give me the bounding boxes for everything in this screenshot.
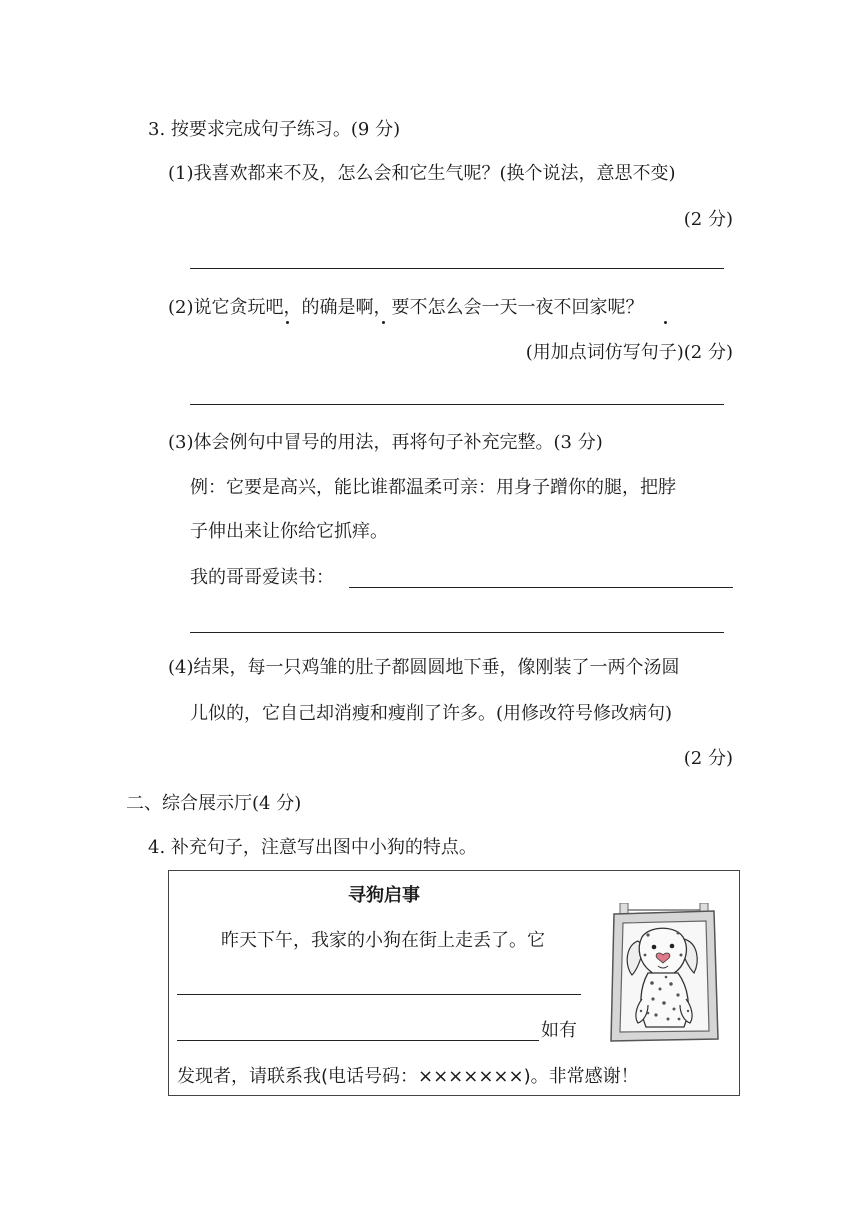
answer-line-part-2[interactable] (190, 404, 724, 405)
notice-contact-line: 发现者，请联系我(电话号码：×××××××)。非常感谢！ (177, 1066, 639, 1087)
notice-answer-line-1[interactable] (177, 994, 581, 995)
emphasis-dot-1 (286, 321, 289, 324)
question-3-part-2-text: (2)说它贪玩吧，的确是啊，要不怎么会一天一夜不回家呢？ (168, 297, 644, 318)
example-sentence-line-1: 例：它要是高兴，能比谁都温柔可亲：用身子蹭你的腿，把脖 (190, 477, 676, 498)
question-3-part-2-instruction: (用加点词仿写句子)(2 分) (525, 342, 733, 363)
answer-line-part-1[interactable] (190, 268, 724, 269)
dog-picture (608, 903, 720, 1043)
notice-title: 寻狗启事 (348, 885, 420, 906)
emphasis-dot-2 (382, 321, 385, 324)
question-3-part-1-text: (1)我喜欢都来不及，怎么会和它生气呢？(换个说法，意思不变) (168, 163, 676, 184)
section-2-heading: 二、综合展示厅(4 分) (126, 793, 302, 814)
question-3-heading: 3. 按要求完成句子练习。(9 分) (148, 119, 401, 140)
answer-line-part-3b[interactable] (190, 632, 724, 633)
answer-line-part-3a[interactable] (349, 587, 733, 588)
notice-answer-line-2[interactable] (177, 1040, 539, 1041)
question-4-heading: 4. 补充句子，注意写出图中小狗的特点。 (148, 837, 477, 858)
completion-prompt: 我的哥哥爱读书： (190, 567, 334, 588)
notice-line-1: 昨天下午，我家的小狗在街上走丢了。它 (221, 930, 545, 951)
question-3-part-4-score: (2 分) (683, 748, 733, 769)
notice-line-3-suffix: 如有 (541, 1020, 577, 1041)
question-3-part-4-line-2: 儿似的，它自己却消瘦和瘦削了许多。(用修改符号修改病句) (190, 703, 673, 724)
question-3-part-3-text: (3)体会例句中冒号的用法，再将句子补充完整。(3 分) (168, 432, 603, 453)
emphasis-dot-3 (664, 321, 667, 324)
example-sentence-line-2: 子伸出来让你给它抓痒。 (190, 521, 388, 542)
question-3-part-4-line-1: (4)结果，每一只鸡雏的肚子都圆圆地下垂，像刚装了一两个汤圆 (168, 657, 680, 678)
question-3-part-1-score: (2 分) (683, 209, 733, 230)
